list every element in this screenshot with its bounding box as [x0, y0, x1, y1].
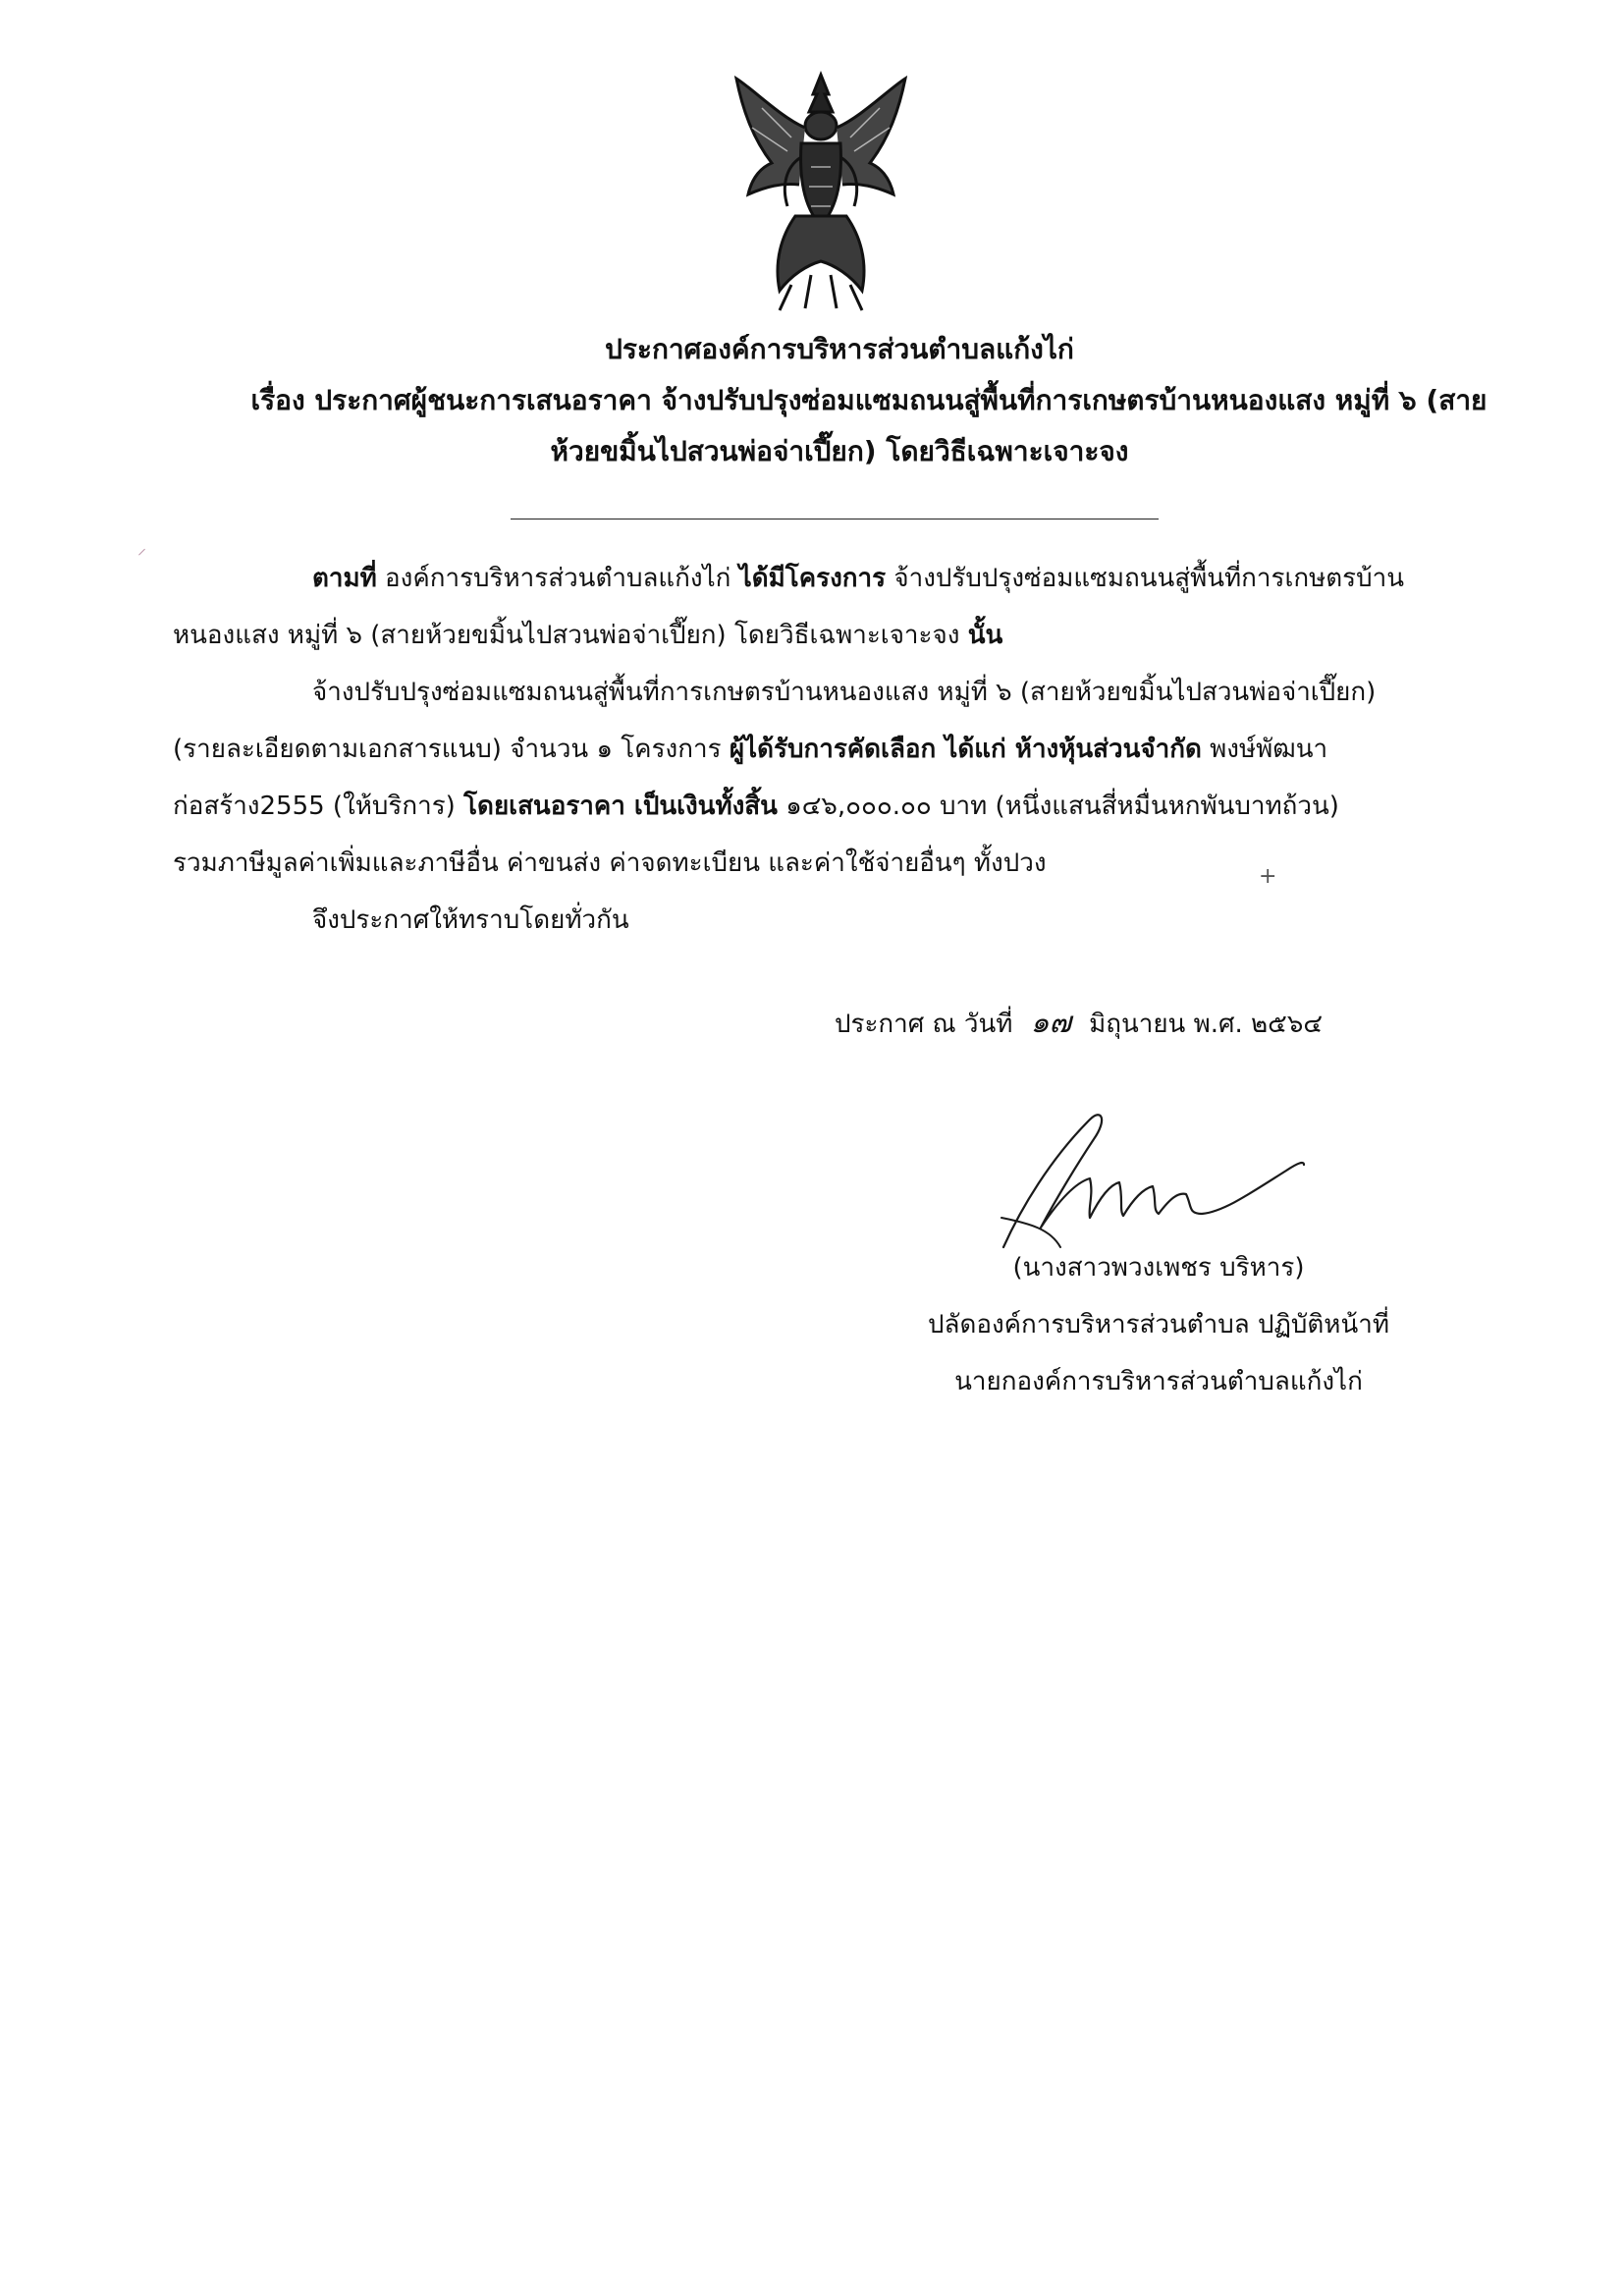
announcement-heading	[147, 324, 1532, 477]
paragraph-3-line-1: จึงประกาศให้ทราบโดยทั่วกัน	[312, 905, 629, 935]
text-segment: ตามที่	[312, 564, 377, 593]
announcement-body	[173, 550, 1488, 949]
subject-line-1: เรื่อง ประกาศผู้ชนะการเสนอราคา จ้างปรับปรุงซ่อมแซมถนนสู่พื้นที่การเกษตรบ้านหนองแสง หมู่ที่ ๖ (สาย	[250, 384, 1488, 416]
subject-line-2: ห้วยขมิ้นไปสวนพ่อจ่าเปี๊ยก) โดยวิธีเฉพาะเจาะจง	[550, 435, 1129, 467]
paragraph-2-line-1: จ้างปรับปรุงซ่อมแซมถนนสู่พื้นที่การเกษตรบ้านหนองแสง หมู่ที่ ๖ (สายห้วยขมิ้นไปสวนพ่อจ่าเปี๊ยก)	[312, 678, 1377, 707]
stray-mark: ⸝	[137, 538, 146, 559]
text-segment: นั้น	[967, 621, 1003, 650]
text-segment: องค์การบริหารส่วนตำบลแก้งไก่	[376, 564, 739, 593]
stray-mark: +	[1259, 864, 1277, 889]
org-title: ประกาศองค์การบริหารส่วนตำบลแก้งไก่	[605, 333, 1074, 365]
paragraph-1-line-1	[173, 550, 1488, 607]
signer-position: ปลัดองค์การบริหารส่วนตำบล ปฏิบัติหน้าที่	[928, 1310, 1389, 1339]
paragraph-2-line-4: รวมภาษีมูลค่าเพิ่มและภาษีอื่น ค่าขนส่ง ค่าจดทะเบียน และค่าใช้จ่ายอื่นๆ ทั้งปวง	[173, 848, 1047, 878]
text-segment: จ้างปรับปรุงซ่อมแซมถนนสู่พื้นที่การเกษตรบ้าน	[886, 564, 1404, 593]
signer-block	[884, 1239, 1434, 1410]
paragraph-2-line-3	[173, 778, 1488, 835]
paragraph-2-line-2	[173, 721, 1488, 778]
handwritten-signature	[992, 1100, 1316, 1257]
signer-name: (นางสาวพวงเพชร บริหาร)	[1012, 1253, 1305, 1283]
text-segment: ๑๔๖,๐๐๐.๐๐ บาท (หนึ่งแสนสี่หมื่นหกพันบาทถ้วน)	[777, 792, 1339, 821]
text-segment: (รายละเอียดตามเอกสารแนบ) จำนวน ๑ โครงการ	[173, 735, 730, 764]
text-segment: ผู้ได้รับการคัดเลือก ได้แก่ ห้างหุ้นส่วนจำกัด	[729, 735, 1202, 764]
signer-acting-for: นายกองค์การบริหารส่วนตำบลแก้งไก่	[954, 1367, 1363, 1396]
text-segment: ก่อสร้าง2555 (ให้บริการ)	[173, 792, 464, 821]
paragraph-1-line-2	[173, 607, 1488, 664]
date-suffix: มิถุนายน พ.ศ. ๒๕๖๔	[1089, 1010, 1324, 1039]
text-segment: โดยเสนอราคา เป็นเงินทั้งสิ้น	[463, 792, 778, 821]
date-day-handwritten: ๑๗	[1030, 1006, 1072, 1040]
text-segment: หนองแสง หมู่ที่ ๖ (สายห้วยขมิ้นไปสวนพ่อจ่าเปี๊ยก) โดยวิธีเฉพาะเจาะจง	[173, 621, 968, 650]
announcement-date	[835, 1000, 1323, 1046]
text-segment: พงษ์พัฒนา	[1201, 735, 1328, 764]
text-segment: ได้มีโครงการ	[738, 564, 887, 593]
garuda-emblem-icon	[723, 69, 919, 314]
date-prefix: ประกาศ ณ วันที่	[835, 1010, 1013, 1039]
